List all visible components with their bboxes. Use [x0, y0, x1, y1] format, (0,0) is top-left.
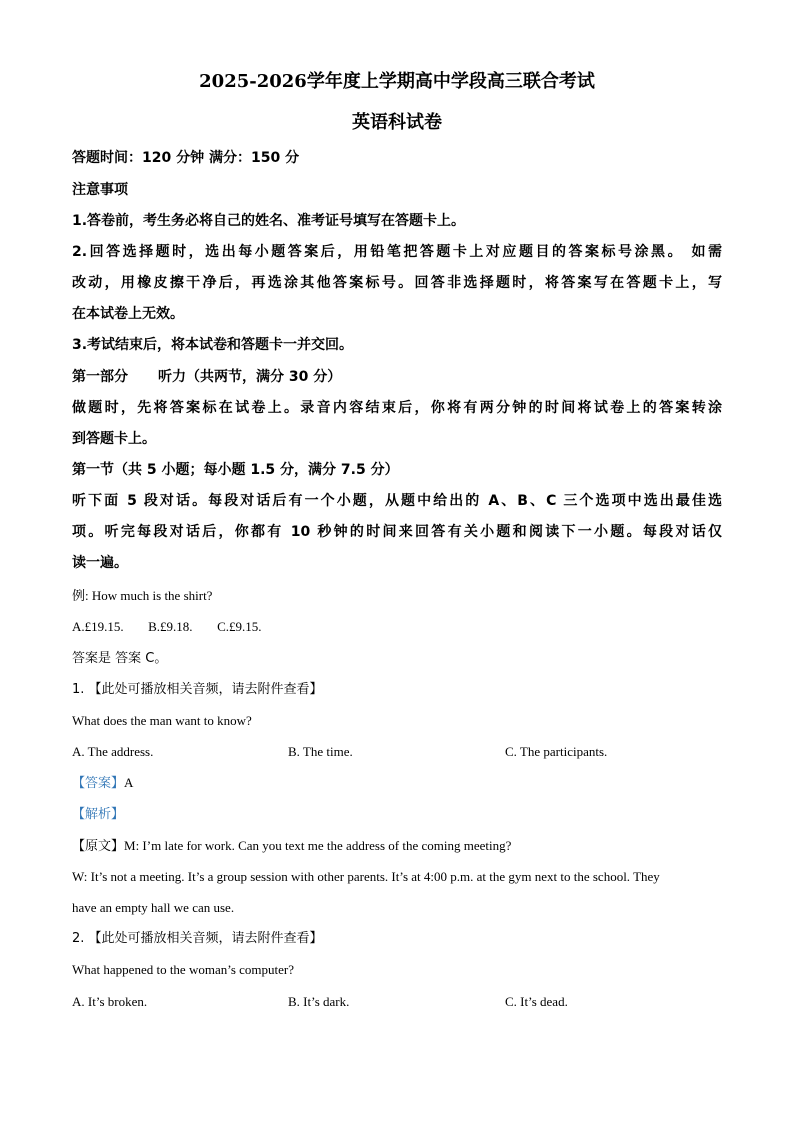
part1-instruction-line-2: 到答题卡上。 [72, 431, 156, 447]
notice-item-2-line-3: 在本试卷上无效。 [72, 306, 184, 322]
question-2-option-b: B. It’s dark. [288, 994, 350, 1009]
example-question: 例: How much is the shirt? [72, 588, 213, 603]
example-option-c: C.£9.15. [217, 619, 262, 634]
question-1-transcript-line-1 [72, 837, 511, 856]
question-1-option-b: B. The time. [288, 744, 353, 759]
question-2-option-a: A. It’s broken. [72, 994, 148, 1009]
question-1-text: What does the man want to know? [72, 713, 252, 728]
part1-instruction-line-1: 做题时，先将答案标在试卷上。录音内容结束后，你将有两分钟的时间将试卷上的答案转涂 [72, 400, 722, 416]
answer-tag: 【答案】 [72, 776, 125, 791]
part1-heading [72, 367, 341, 387]
example-answer: 答案是 答案 C。 [72, 651, 168, 666]
transcript-text-1: M: I’m late for work. Can you text me the address of the coming meeting? [124, 838, 512, 853]
question-2-label: 2. 【此处可播放相关音频，请去附件查看】 [72, 931, 323, 946]
question-1-label: 1. 【此处可播放相关音频，请去附件查看】 [72, 682, 323, 697]
original-tag: 【原文】 [72, 839, 125, 854]
exam-title: 2025-2026学年度上学期高中学段高三联合考试 [199, 71, 595, 92]
question-1-option-c: C. The participants. [505, 744, 608, 759]
question-1-option-a: A. The address. [72, 744, 154, 759]
notice-item-2-line-1: 2.回答选择题时，选出每小题答案后，用铅笔把答题卡上对应题目的答案标号涂黑。 如需 [72, 244, 722, 260]
section1-instruction-line-2: 项。听完每段对话后，你都有 10 秒钟的时间来回答有关小题和阅读下一小题。每段对话仅 [72, 524, 722, 540]
question-1-answer [72, 774, 133, 793]
question-1-analysis [72, 805, 124, 824]
question-2-option-c: C. It’s dead. [505, 994, 568, 1009]
part1-title: 听力（共两节，满分 30 分） [158, 369, 342, 385]
section1-title: 第一节（共 5 小题；每小题 1.5 分，满分 7.5 分） [72, 462, 399, 478]
notice-item-1: 1.答卷前，考生务必将自己的姓名、准考证号填写在答题卡上。 [72, 213, 466, 229]
answer-value: A [124, 775, 134, 790]
example-option-a: A.£19.15. [72, 619, 124, 634]
example-options [72, 618, 261, 636]
question-1-transcript-line-3: have an empty hall we can use. [72, 900, 235, 915]
notice-item-3: 3.考试结束后，将本试卷和答题卡一并交回。 [72, 337, 354, 353]
question-2-text: What happened to the woman’s computer? [72, 962, 295, 977]
question-1-transcript-line-2: W: It’s not a meeting. It’s a group session with other parents. It’s at 4:00 p.m. at the gym next to the school. They [72, 869, 660, 884]
section1-instruction-line-3: 读一遍。 [72, 555, 128, 571]
exam-subtitle: 英语科试卷 [352, 112, 442, 133]
exam-info: 答题时间：120 分钟 满分：150 分 [72, 150, 300, 166]
notice-item-2-line-2: 改动，用橡皮擦干净后，再选涂其他答案标号。回答非选择题时，将答案写在答题卡上，写 [72, 275, 722, 291]
analysis-tag: 【解析】 [72, 807, 125, 822]
part1-label: 第一部分 [72, 369, 128, 385]
notice-heading: 注意事项 [72, 182, 128, 198]
example-option-b: B.£9.18. [148, 619, 193, 634]
section1-instruction-line-1: 听下面 5 段对话。每段对话后有一个小题，从题中给出的 A、B、C 三个选项中选出最佳选 [72, 493, 722, 509]
